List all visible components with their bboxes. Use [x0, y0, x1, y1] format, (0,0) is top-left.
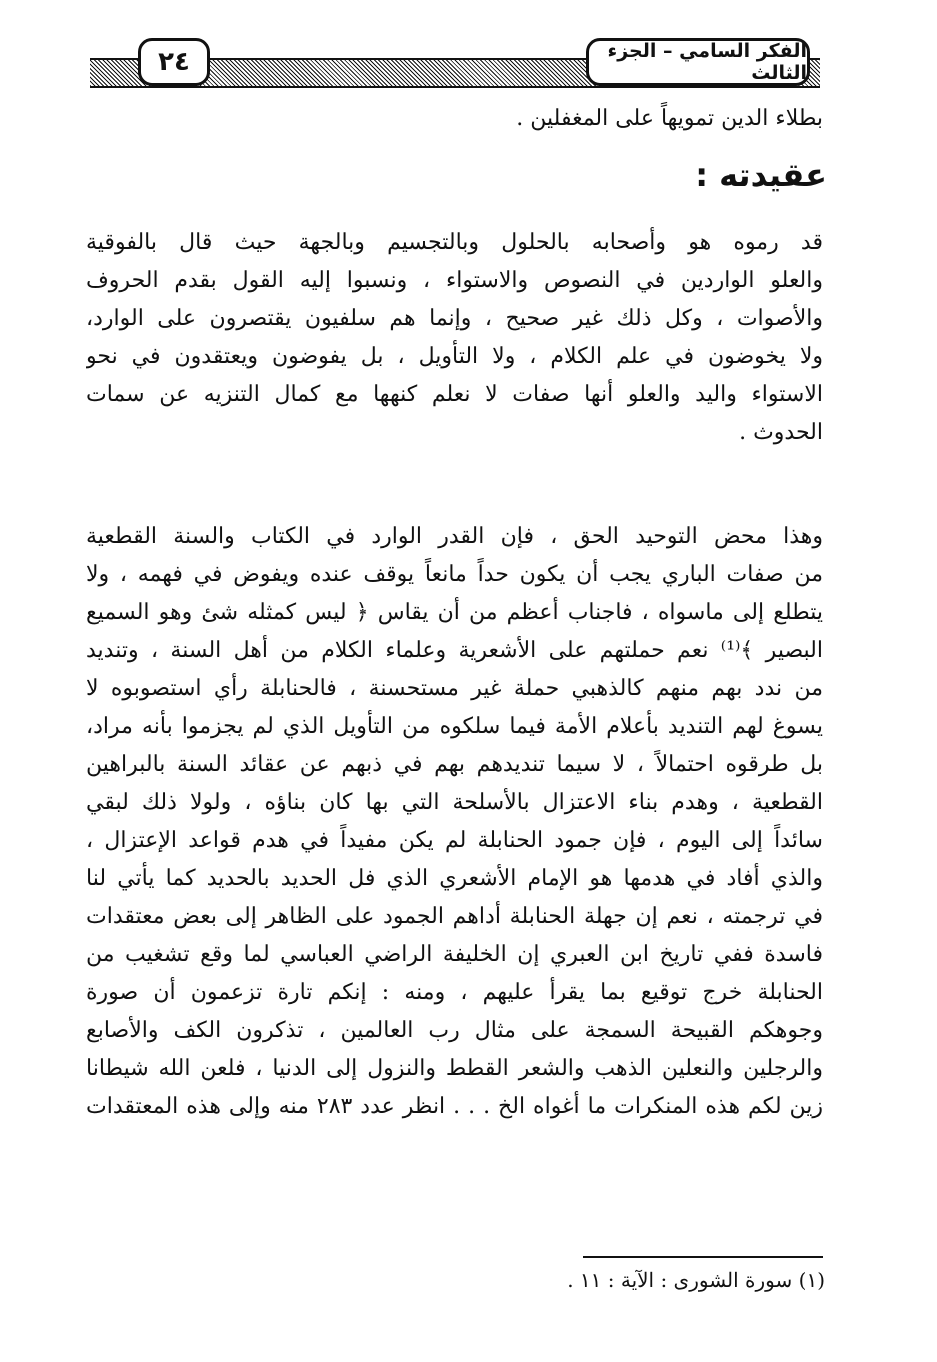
section-heading: عقيدته : — [695, 156, 827, 194]
text-line: الحدوث . — [739, 420, 823, 445]
text-line: قد رموه هو وأصحابه بالحلول وبالتجسيم وبالجهة حيث قال بالفوقية — [86, 230, 823, 255]
text-line: وهذا محض التوحيد الحق ، فإن القدر الوارد في الكتاب والسنة القطعية — [86, 524, 823, 549]
text-line: بل طرقوه احتمالاً ، لا سيما تنديدهم بهم في ذبهم عن عقائد السنة بالبراهين — [86, 752, 823, 777]
text-line: في ترجمته ، نعم إن جهلة الحنابلة أداهم الجمود على الظاهر إلى بعض معتقدات — [86, 904, 823, 929]
text-line: والرجلين والنعلين الذهب والشعر القطط والنزول إلى الدنيا ، فلعن الله شيطانا — [86, 1056, 823, 1081]
text-line: الحنابلة خرج توقيع بما يقرأ عليهم ، ومنه : إنكم تارة تزعمون أن صورة — [86, 980, 823, 1005]
footnote: (١) سورة الشورى : الآية : ١١ . — [567, 1268, 825, 1292]
text-line: من ندد بهم منهم كالذهبي حملة غير مستحسنة ، فالحنابلة رأي استصوبوه لا — [86, 676, 823, 701]
text-line: البصير ﴾⁽¹⁾ نعم حملتهم على الأشعرية وعلماء الكلام من أهل السنة ، وتنديد — [86, 638, 823, 663]
intro-text — [86, 100, 823, 138]
running-header — [90, 30, 820, 90]
text-line: الاستواء واليد والعلو أنها صفات لا نعلم كنهها مع كمال التنزيه عن سمات — [86, 382, 823, 407]
text-line: يسوغ لهم التنديد بأعلام الأمة فيما سلكوه من التأويل الذي لم يجزموا بأنه مراد، — [86, 714, 823, 739]
text-line: القطعية ، وهدم بناء الاعتزال بالأسلحة التي بها كان بناؤه ، ولولا ذلك لبقي — [86, 790, 823, 815]
text-line: والعلو الواردين في النصوص والاستواء ، ونسبوا إليه القول بقدم الحروف — [86, 268, 823, 293]
text-line: والأصوات ، وكل ذلك غير صحيح ، وإنما هم سلفيون يقتصرون على الوارد، — [86, 306, 823, 331]
page-number: ٢٤ — [138, 38, 210, 86]
text-line: والذي أفاد في هدمها هو الإمام الأشعري الذي فل الحديد بالحديد كما يأتي لنا — [86, 866, 823, 891]
footnote-divider — [583, 1256, 823, 1258]
text-line: من صفات الباري يجب أن يكون حداً مانعاً يوقف عنده ويفوض في فهمه ، ولا — [86, 562, 823, 587]
text-line: فاسدة ففي تاريخ ابن العبري إن الخليفة الراضي العباسي لما وقع تشغيب من — [86, 942, 823, 967]
text-line: يتطلع إلى ماسواه ، فاجناب أعظم من أن يقاس ﴿ ليس كمثله شئ وهو السميع — [86, 600, 823, 625]
text-line: سائداً إلى اليوم ، فإن جمود الحنابلة لم يكن مفيداً في هدم قواعد الإعتزال ، — [86, 828, 823, 853]
text-line: زين لكم هذه المنكرات ما أغواه الخ . . . انظر عدد ٢٨٣ منه وإلى هذه المعتقدات — [86, 1094, 823, 1119]
paragraph-2 — [86, 518, 823, 1126]
text-line: ولا يخوضون في علم الكلام ، ولا التأويل ، بل يفوضون ويعتقدون في نحو — [86, 344, 823, 369]
text-line: بطلاء الدين تمويهاً على المغفلين . — [516, 106, 823, 131]
book-title: الفكر السامي – الجزء الثالث — [586, 38, 810, 86]
text-line: وجوهكم القبيحة السمجة على مثال رب العالمين ، تذكرون الكف والأصابع — [86, 1018, 823, 1043]
paragraph-1 — [86, 224, 823, 452]
